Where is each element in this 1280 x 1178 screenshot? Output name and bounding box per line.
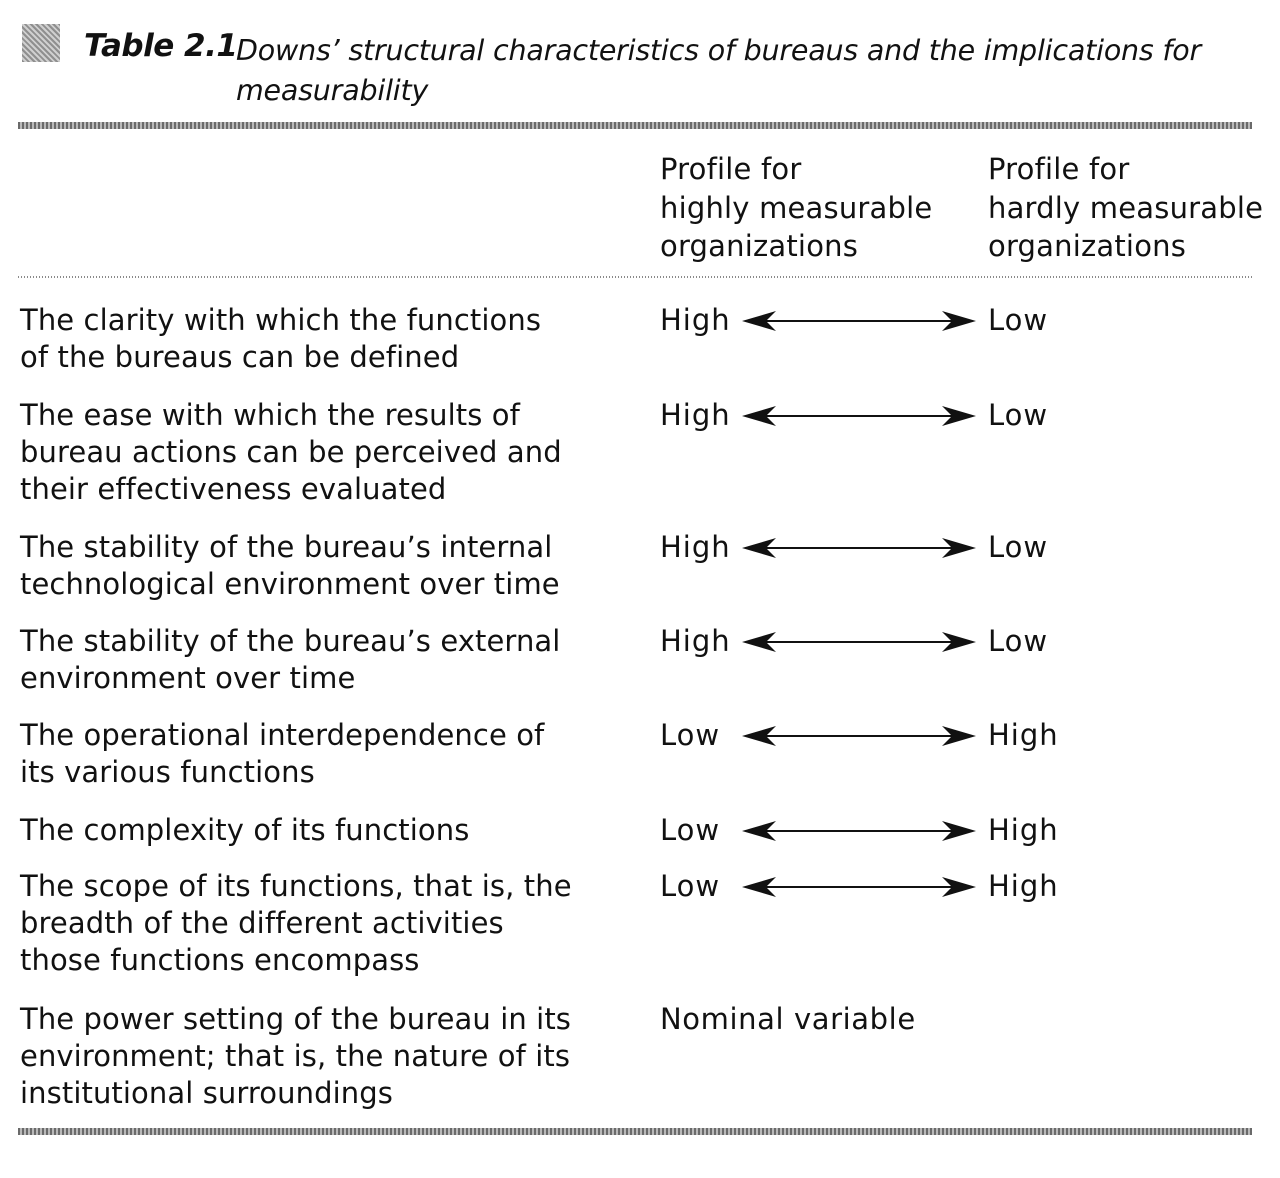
characteristic-text: The power setting of the bureau in its environment; that is, the nature of its institutional surroundings [20,1002,572,1110]
table-title: Downs’ structural characteristics of bureaus and the implications for measurability [236,34,1202,107]
header-line: hardly measurable [988,190,1264,225]
hardly-measurable-profile-value: High [988,718,1059,752]
table-marker-square [22,24,60,62]
hardly-measurable-profile-value: High [988,869,1059,903]
characteristic-text: The stability of the bureau’s internal technological environment over time [20,530,560,601]
double-arrow-icon [742,725,976,747]
header-line: Profile for [988,152,1130,186]
header-line: organizations [660,229,859,263]
measurable-profile-value: High [660,303,731,337]
measurable-profile-value: High [660,624,731,658]
measurable-profile-value: High [660,398,731,432]
double-arrow-icon [742,537,976,559]
characteristic-text: The operational interdependence of its various functions [20,718,545,789]
header-rule [18,276,1252,278]
characteristic-text: The complexity of its functions [20,813,470,847]
double-arrow-icon [742,820,976,842]
hardly-measurable-profile-value: Low [988,530,1049,564]
measurable-profile-value: Low [660,718,721,752]
characteristic-text: The scope of its functions, that is, the breadth of the different activities those functions encompass [20,869,572,977]
characteristic-text: The clarity with which the functions of the bureaus can be defined [20,303,542,374]
bottom-rule [18,1128,1252,1135]
header-highly-measurable [660,150,940,266]
measurable-profile-value: Low [660,813,721,847]
measurable-profile-value: High [660,530,731,564]
header-line: Profile for [660,152,802,186]
double-arrow-icon [742,631,976,653]
hardly-measurable-profile-value: Low [988,303,1049,337]
hardly-measurable-profile-value: Low [988,398,1049,432]
measurable-profile-value: Low [660,869,721,903]
table-label: Table 2.1 [84,28,238,64]
top-rule [18,122,1252,129]
double-arrow-icon [742,310,976,332]
double-arrow-icon [742,405,976,427]
nominal-variable-note: Nominal variable [660,1002,916,1036]
hardly-measurable-profile-value: Low [988,624,1049,658]
double-arrow-icon [742,876,976,898]
hardly-measurable-profile-value: High [988,813,1059,847]
header-line: organizations [988,229,1187,263]
characteristic-text: The stability of the bureau’s external environment over time [20,624,561,695]
header-line: highly measurable [660,190,933,225]
characteristic-text: The ease with which the results of bureau actions can be perceived and their effectiveness evaluated [20,398,562,506]
header-hardly-measurable [988,150,1268,266]
